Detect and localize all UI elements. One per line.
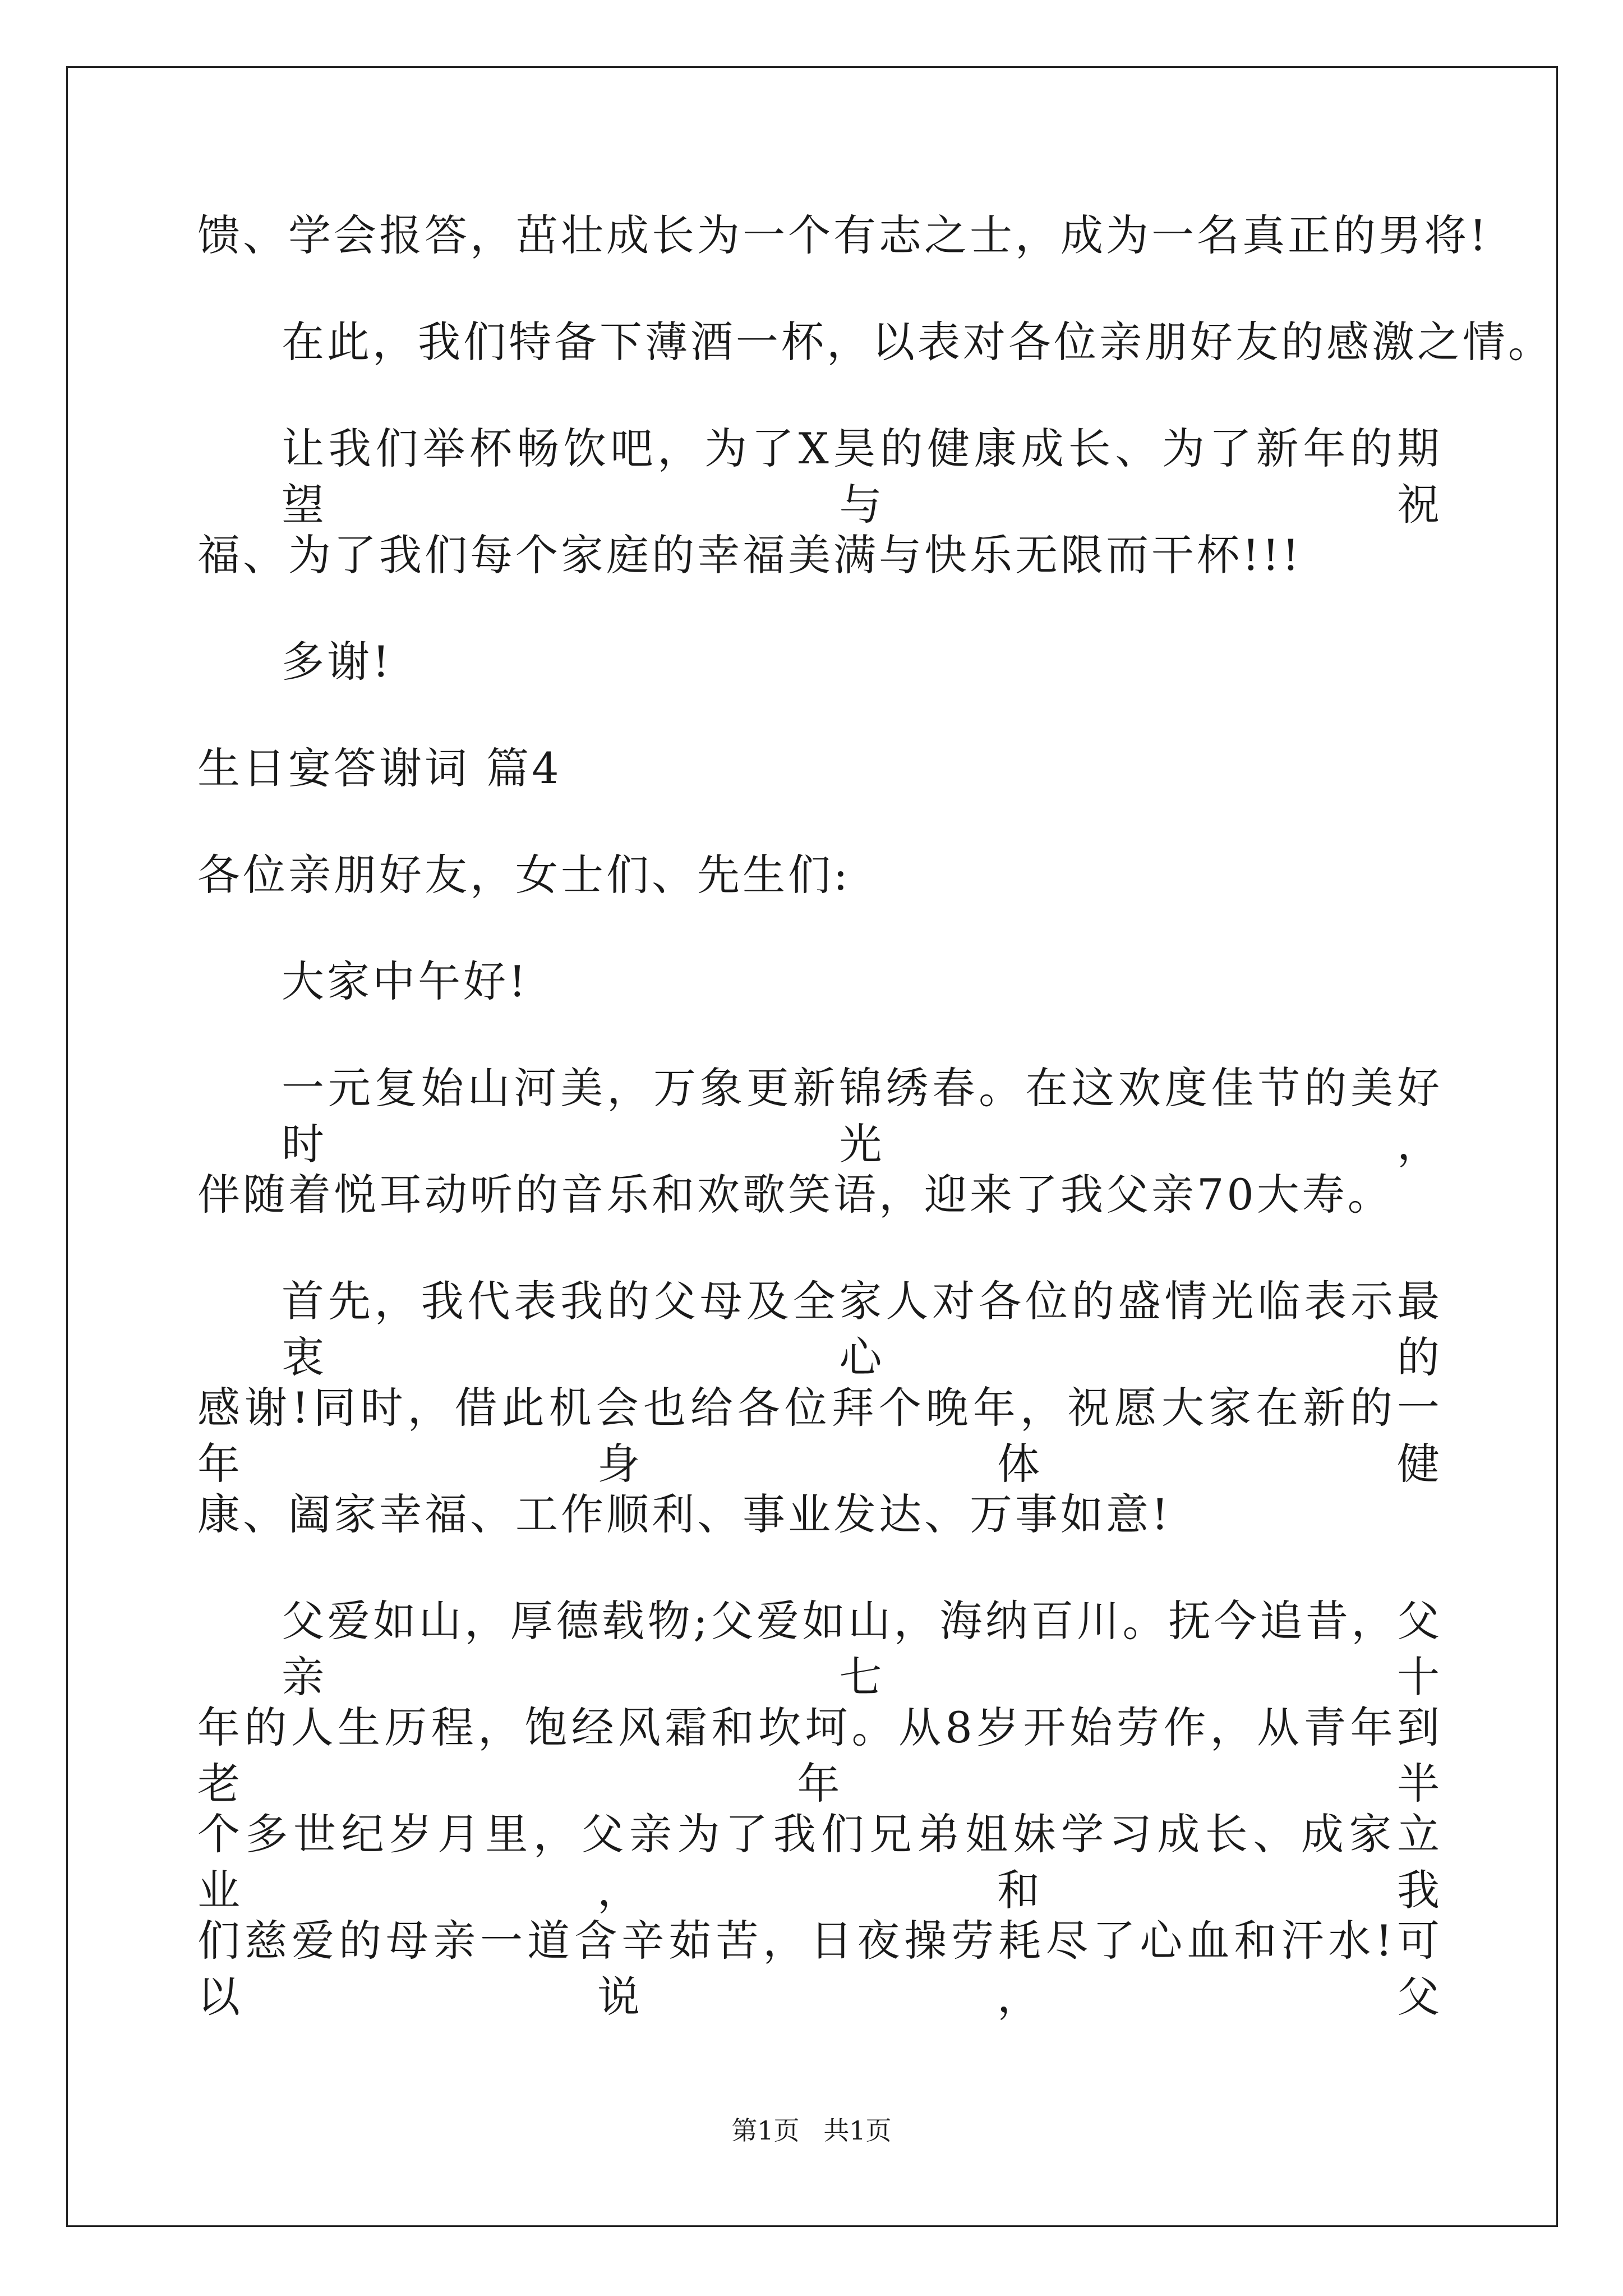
text-line: 福、为了我们每个家庭的幸福美满与快乐无限而干杯!!!: [197, 530, 1302, 580]
text-line: 伴随着悦耳动听的音乐和欢歌笑语，迎来了我父亲70大寿。: [197, 1170, 1393, 1220]
text-line: 康、阖家幸福、工作顺利、事业发达、万事如意!: [197, 1489, 1172, 1539]
page-footer: [0, 2114, 1623, 2147]
text-line: 年的人生历程，饱经风霜和坎坷。从8岁开始劳作，从青年到老年半: [197, 1703, 1442, 1809]
section-heading: 生日宴答谢词 篇4: [197, 743, 562, 793]
text-line: 个多世纪岁月里，父亲为了我们兄弟姐妹学习成长、成家立业，和我: [197, 1809, 1442, 1915]
text-line: 在此，我们特备下薄酒一杯，以表对各位亲朋好友的感激之情。: [282, 317, 1553, 367]
text-line: 多谢!: [282, 637, 393, 687]
text-line: 感谢!同时，借此机会也给各位拜个晚年，祝愿大家在新的一年身体健: [197, 1383, 1442, 1489]
page-number: 第1页: [731, 2115, 800, 2146]
text-line: 们慈爱的母亲一道含辛茹苦，日夜操劳耗尽了心血和汗水!可以说，父: [197, 1916, 1442, 2022]
salutation: 各位亲朋好友，女士们、先生们:: [197, 850, 851, 900]
text-line: 大家中午好!: [282, 956, 529, 1006]
text-line: 首先，我代表我的父母及全家人对各位的盛情光临表示最衷心的: [282, 1276, 1442, 1382]
page-total: 共1页: [823, 2115, 892, 2146]
text-line: 父爱如山，厚德载物;父爱如山，海纳百川。抚今追昔，父亲七十: [282, 1596, 1442, 1702]
text-line: 馈、学会报答，茁壮成长为一个有志之士，成为一名真正的男将!: [197, 210, 1490, 260]
text-line: 让我们举杯畅饮吧，为了X昊的健康成长、为了新年的期望与祝: [282, 424, 1442, 530]
text-line: 一元复始山河美，万象更新锦绣春。在这欢度佳节的美好时光，: [282, 1063, 1442, 1169]
